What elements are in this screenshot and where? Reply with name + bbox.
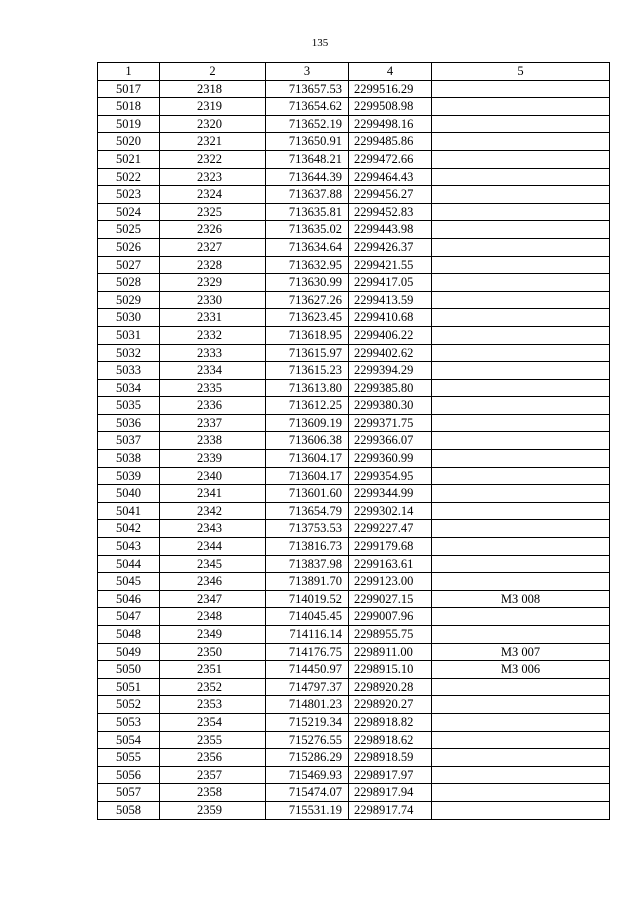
table-cell-col1: 5036 <box>98 414 160 432</box>
table-row <box>98 238 610 256</box>
table-row <box>98 784 610 802</box>
table-cell-col3: 713654.79 <box>266 502 349 520</box>
table-cell-col3: 714797.37 <box>266 678 349 696</box>
table-row <box>98 256 610 274</box>
table-cell-col1: 5046 <box>98 590 160 608</box>
table-row <box>98 713 610 731</box>
table-cell-col4: 2299302.14 <box>349 502 432 520</box>
table-cell-col4: 2299354.95 <box>349 467 432 485</box>
table-cell-col5 <box>432 766 610 784</box>
table-cell-col3: 715276.55 <box>266 731 349 749</box>
table-cell-col1: 5022 <box>98 168 160 186</box>
table-cell-col1: 5021 <box>98 150 160 168</box>
table-cell-col5 <box>432 238 610 256</box>
table-cell-col2: 2321 <box>160 133 266 151</box>
table-cell-col5 <box>432 274 610 292</box>
table-cell-col5 <box>432 678 610 696</box>
table-cell-col5: МЗ 007 <box>432 643 610 661</box>
table-cell-col5 <box>432 168 610 186</box>
table-cell-col3: 713650.91 <box>266 133 349 151</box>
table-cell-col4: 2299417.05 <box>349 274 432 292</box>
column-header-4: 4 <box>349 63 432 81</box>
table-cell-col5 <box>432 467 610 485</box>
table-cell-col4: 2298918.59 <box>349 749 432 767</box>
table-row <box>98 432 610 450</box>
table-cell-col4: 2299366.07 <box>349 432 432 450</box>
table-cell-col4: 2299456.27 <box>349 186 432 204</box>
table-row <box>98 766 610 784</box>
table-cell-col3: 713612.25 <box>266 397 349 415</box>
table-cell-col2: 2341 <box>160 485 266 503</box>
table-cell-col5 <box>432 520 610 538</box>
table-cell-col1: 5052 <box>98 696 160 714</box>
table-cell-col5: МЗ 008 <box>432 590 610 608</box>
table-cell-col2: 2355 <box>160 731 266 749</box>
table-cell-col3: 714450.97 <box>266 661 349 679</box>
table-row <box>98 186 610 204</box>
table-cell-col2: 2359 <box>160 801 266 819</box>
table-cell-col2: 2329 <box>160 274 266 292</box>
table-cell-col2: 2350 <box>160 643 266 661</box>
table-cell-col4: 2299380.30 <box>349 397 432 415</box>
table-row <box>98 590 610 608</box>
table-cell-col2: 2347 <box>160 590 266 608</box>
table-cell-col4: 2299498.16 <box>349 115 432 133</box>
table-cell-col5 <box>432 713 610 731</box>
table-cell-col3: 714801.23 <box>266 696 349 714</box>
table-cell-col4: 2298918.82 <box>349 713 432 731</box>
table-cell-col3: 713632.95 <box>266 256 349 274</box>
table-cell-col3: 713816.73 <box>266 538 349 556</box>
table-cell-col4: 2299413.59 <box>349 291 432 309</box>
table-cell-col5 <box>432 256 610 274</box>
table-cell-col2: 2330 <box>160 291 266 309</box>
table-cell-col5 <box>432 80 610 98</box>
table-cell-col3: 713623.45 <box>266 309 349 327</box>
table-cell-col3: 713635.81 <box>266 203 349 221</box>
table-body <box>98 80 610 819</box>
table-row <box>98 749 610 767</box>
table-cell-col2: 2356 <box>160 749 266 767</box>
table-cell-col1: 5035 <box>98 397 160 415</box>
table-cell-col1: 5038 <box>98 450 160 468</box>
table-cell-col1: 5045 <box>98 573 160 591</box>
table-cell-col1: 5047 <box>98 608 160 626</box>
table-row <box>98 397 610 415</box>
table-cell-col3: 715469.93 <box>266 766 349 784</box>
table-cell-col5 <box>432 696 610 714</box>
table-cell-col5 <box>432 626 610 644</box>
table-cell-col4: 2299027.15 <box>349 590 432 608</box>
table-cell-col5 <box>432 749 610 767</box>
table-cell-col5 <box>432 309 610 327</box>
table-cell-col3: 713652.19 <box>266 115 349 133</box>
coordinates-table <box>97 62 610 820</box>
table-cell-col5 <box>432 485 610 503</box>
table-row <box>98 221 610 239</box>
table-cell-col5 <box>432 731 610 749</box>
table-cell-col3: 713627.26 <box>266 291 349 309</box>
table-row <box>98 485 610 503</box>
table-cell-col2: 2322 <box>160 150 266 168</box>
table-row <box>98 379 610 397</box>
table-cell-col5 <box>432 801 610 819</box>
table-cell-col2: 2325 <box>160 203 266 221</box>
table-cell-col4: 2299421.55 <box>349 256 432 274</box>
table-cell-col4: 2299371.75 <box>349 414 432 432</box>
table-cell-col3: 713604.17 <box>266 467 349 485</box>
page-number: 135 <box>311 37 329 49</box>
table-cell-col2: 2349 <box>160 626 266 644</box>
table-cell-col2: 2319 <box>160 98 266 116</box>
table-cell-col3: 714116.14 <box>266 626 349 644</box>
table-cell-col3: 713604.17 <box>266 450 349 468</box>
column-header-3: 3 <box>266 63 349 81</box>
table-cell-col3: 713648.21 <box>266 150 349 168</box>
table-cell-col3: 713654.62 <box>266 98 349 116</box>
table-cell-col4: 2299426.37 <box>349 238 432 256</box>
table-cell-col3: 713609.19 <box>266 414 349 432</box>
table-cell-col1: 5028 <box>98 274 160 292</box>
table-cell-col1: 5034 <box>98 379 160 397</box>
table-cell-col2: 2343 <box>160 520 266 538</box>
table-cell-col5 <box>432 203 610 221</box>
table-cell-col4: 2299163.61 <box>349 555 432 573</box>
table-cell-col3: 713630.99 <box>266 274 349 292</box>
table-cell-col3: 713644.39 <box>266 168 349 186</box>
table-cell-col3: 713753.53 <box>266 520 349 538</box>
table-cell-col4: 2299394.29 <box>349 362 432 380</box>
table-cell-col2: 2353 <box>160 696 266 714</box>
table-cell-col2: 2358 <box>160 784 266 802</box>
table-row <box>98 661 610 679</box>
table-cell-col4: 2298917.97 <box>349 766 432 784</box>
table-cell-col3: 713837.98 <box>266 555 349 573</box>
table-cell-col3: 713601.60 <box>266 485 349 503</box>
table-cell-col4: 2299179.68 <box>349 538 432 556</box>
table-cell-col3: 715474.07 <box>266 784 349 802</box>
table-cell-col1: 5056 <box>98 766 160 784</box>
table-cell-col2: 2331 <box>160 309 266 327</box>
table-cell-col4: 2299007.96 <box>349 608 432 626</box>
table-cell-col1: 5037 <box>98 432 160 450</box>
table-row <box>98 696 610 714</box>
table-cell-col3: 713618.95 <box>266 326 349 344</box>
table-cell-col1: 5017 <box>98 80 160 98</box>
table-cell-col5 <box>432 326 610 344</box>
table-cell-col2: 2335 <box>160 379 266 397</box>
table-cell-col2: 2327 <box>160 238 266 256</box>
table-cell-col3: 713613.80 <box>266 379 349 397</box>
table-cell-col4: 2299508.98 <box>349 98 432 116</box>
table-cell-col3: 713657.53 <box>266 80 349 98</box>
table-cell-col4: 2298911.00 <box>349 643 432 661</box>
table-cell-col2: 2352 <box>160 678 266 696</box>
table-row <box>98 168 610 186</box>
table-cell-col3: 715219.34 <box>266 713 349 731</box>
table-cell-col5 <box>432 573 610 591</box>
table-cell-col1: 5018 <box>98 98 160 116</box>
table-cell-col5 <box>432 362 610 380</box>
column-header-2: 2 <box>160 63 266 81</box>
table-row <box>98 608 610 626</box>
table-cell-col5 <box>432 555 610 573</box>
table-cell-col4: 2299344.99 <box>349 485 432 503</box>
table-cell-col1: 5024 <box>98 203 160 221</box>
header-row <box>98 63 610 81</box>
table-row <box>98 626 610 644</box>
table-cell-col5 <box>432 186 610 204</box>
table-cell-col1: 5042 <box>98 520 160 538</box>
table-cell-col3: 713637.88 <box>266 186 349 204</box>
table-cell-col1: 5057 <box>98 784 160 802</box>
table-cell-col2: 2336 <box>160 397 266 415</box>
table-cell-col3: 715286.29 <box>266 749 349 767</box>
table-row <box>98 520 610 538</box>
table-cell-col2: 2346 <box>160 573 266 591</box>
table-row <box>98 326 610 344</box>
table-cell-col5: МЗ 006 <box>432 661 610 679</box>
table-cell-col4: 2299472.66 <box>349 150 432 168</box>
table-cell-col1: 5049 <box>98 643 160 661</box>
table-cell-col1: 5048 <box>98 626 160 644</box>
table-cell-col4: 2299516.29 <box>349 80 432 98</box>
table-cell-col4: 2298917.74 <box>349 801 432 819</box>
table-cell-col5 <box>432 538 610 556</box>
table-row <box>98 801 610 819</box>
table-cell-col1: 5023 <box>98 186 160 204</box>
table-cell-col1: 5033 <box>98 362 160 380</box>
table-cell-col4: 2299402.62 <box>349 344 432 362</box>
table-cell-col4: 2299385.80 <box>349 379 432 397</box>
table-cell-col5 <box>432 221 610 239</box>
table-cell-col2: 2354 <box>160 713 266 731</box>
table-cell-col2: 2326 <box>160 221 266 239</box>
table-row <box>98 555 610 573</box>
table-row <box>98 467 610 485</box>
table-cell-col3: 715531.19 <box>266 801 349 819</box>
table-cell-col2: 2344 <box>160 538 266 556</box>
column-header-5: 5 <box>432 63 610 81</box>
table-row <box>98 643 610 661</box>
table-cell-col5 <box>432 397 610 415</box>
table-cell-col2: 2324 <box>160 186 266 204</box>
table-cell-col5 <box>432 291 610 309</box>
table-cell-col2: 2348 <box>160 608 266 626</box>
table-row <box>98 502 610 520</box>
table-cell-col1: 5027 <box>98 256 160 274</box>
table-cell-col1: 5026 <box>98 238 160 256</box>
table-cell-col1: 5020 <box>98 133 160 151</box>
table-cell-col1: 5044 <box>98 555 160 573</box>
table-cell-col4: 2298915.10 <box>349 661 432 679</box>
table-cell-col4: 2298920.27 <box>349 696 432 714</box>
table-row <box>98 309 610 327</box>
table-cell-col1: 5041 <box>98 502 160 520</box>
table-cell-col4: 2298918.62 <box>349 731 432 749</box>
table-cell-col4: 2299406.22 <box>349 326 432 344</box>
table-cell-col2: 2357 <box>160 766 266 784</box>
table-row <box>98 80 610 98</box>
table-cell-col5 <box>432 379 610 397</box>
table-cell-col3: 713891.70 <box>266 573 349 591</box>
table-cell-col3: 714045.45 <box>266 608 349 626</box>
table-cell-col2: 2328 <box>160 256 266 274</box>
table-cell-col1: 5053 <box>98 713 160 731</box>
table-cell-col1: 5050 <box>98 661 160 679</box>
table-cell-col1: 5051 <box>98 678 160 696</box>
table-cell-col3: 713634.64 <box>266 238 349 256</box>
table-cell-col1: 5031 <box>98 326 160 344</box>
table-row <box>98 133 610 151</box>
table-header <box>98 63 610 81</box>
table-cell-col3: 714019.52 <box>266 590 349 608</box>
table-cell-col2: 2337 <box>160 414 266 432</box>
table-cell-col3: 713606.38 <box>266 432 349 450</box>
table-cell-col1: 5043 <box>98 538 160 556</box>
table-cell-col5 <box>432 432 610 450</box>
table-cell-col1: 5058 <box>98 801 160 819</box>
table-cell-col1: 5030 <box>98 309 160 327</box>
table-row <box>98 150 610 168</box>
table-row <box>98 731 610 749</box>
table-cell-col2: 2345 <box>160 555 266 573</box>
table-cell-col3: 713615.97 <box>266 344 349 362</box>
table-cell-col4: 2299360.99 <box>349 450 432 468</box>
table-row <box>98 203 610 221</box>
table-cell-col1: 5019 <box>98 115 160 133</box>
table-row <box>98 678 610 696</box>
table-cell-col2: 2333 <box>160 344 266 362</box>
table-cell-col5 <box>432 502 610 520</box>
table-cell-col2: 2318 <box>160 80 266 98</box>
table-row <box>98 538 610 556</box>
table-cell-col4: 2298920.28 <box>349 678 432 696</box>
table-row <box>98 98 610 116</box>
table-cell-col3: 713615.23 <box>266 362 349 380</box>
table-row <box>98 274 610 292</box>
table-cell-col1: 5055 <box>98 749 160 767</box>
table-cell-col2: 2332 <box>160 326 266 344</box>
table-cell-col5 <box>432 784 610 802</box>
table-cell-col5 <box>432 414 610 432</box>
table-cell-col2: 2334 <box>160 362 266 380</box>
table-cell-col4: 2298955.75 <box>349 626 432 644</box>
table-row <box>98 344 610 362</box>
table-cell-col1: 5029 <box>98 291 160 309</box>
table-cell-col5 <box>432 133 610 151</box>
table-cell-col3: 713635.02 <box>266 221 349 239</box>
table-cell-col4: 2299410.68 <box>349 309 432 327</box>
table-cell-col1: 5039 <box>98 467 160 485</box>
table-row <box>98 115 610 133</box>
table-cell-col2: 2323 <box>160 168 266 186</box>
table-cell-col3: 714176.75 <box>266 643 349 661</box>
table-cell-col4: 2299123.00 <box>349 573 432 591</box>
table-cell-col2: 2338 <box>160 432 266 450</box>
table-cell-col5 <box>432 150 610 168</box>
table-cell-col2: 2342 <box>160 502 266 520</box>
table-cell-col1: 5054 <box>98 731 160 749</box>
table-cell-col4: 2299452.83 <box>349 203 432 221</box>
table-cell-col5 <box>432 450 610 468</box>
table-cell-col4: 2298917.94 <box>349 784 432 802</box>
table-cell-col5 <box>432 608 610 626</box>
table-cell-col4: 2299443.98 <box>349 221 432 239</box>
table-cell-col2: 2339 <box>160 450 266 468</box>
table-cell-col4: 2299485.86 <box>349 133 432 151</box>
table-cell-col1: 5032 <box>98 344 160 362</box>
table-cell-col2: 2320 <box>160 115 266 133</box>
table-cell-col5 <box>432 115 610 133</box>
table-cell-col5 <box>432 98 610 116</box>
table-cell-col4: 2299464.43 <box>349 168 432 186</box>
column-header-1: 1 <box>98 63 160 81</box>
table-cell-col1: 5025 <box>98 221 160 239</box>
table-row <box>98 291 610 309</box>
table-cell-col4: 2299227.47 <box>349 520 432 538</box>
table-cell-col1: 5040 <box>98 485 160 503</box>
table-cell-col5 <box>432 344 610 362</box>
table-cell-col2: 2351 <box>160 661 266 679</box>
table-row <box>98 362 610 380</box>
table-row <box>98 414 610 432</box>
table-row <box>98 450 610 468</box>
table-cell-col2: 2340 <box>160 467 266 485</box>
table-row <box>98 573 610 591</box>
